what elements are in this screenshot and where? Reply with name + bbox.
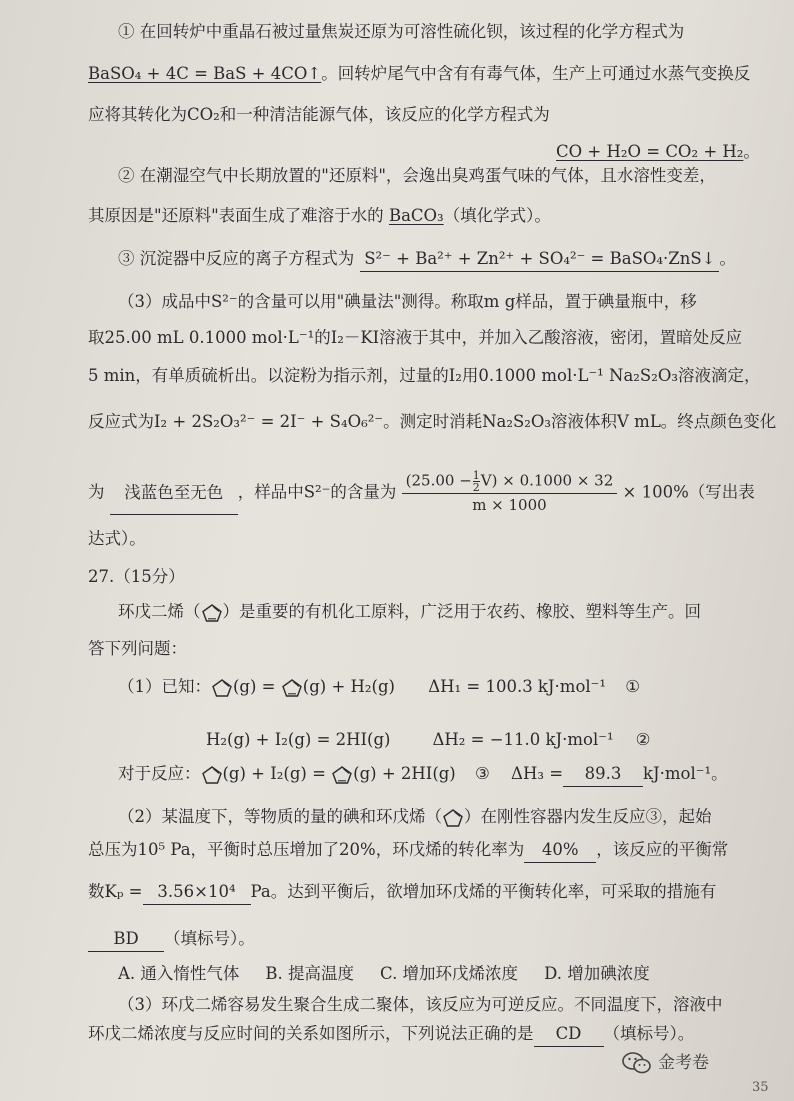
q2-2-line1: ② 在潮湿空气中长期放置的"还原料"，会逸出臭鸡蛋气味的气体，且水溶性变差，	[118, 166, 716, 185]
q27-2-line3: 数Kₚ = 3.56×10⁴ Pa。达到平衡后，欲增加环戊烯的平衡转化率，可采取的措施有	[88, 880, 716, 905]
answer-equation-2: CO + H₂O = CO₂ + H₂	[556, 142, 744, 161]
answer-equation-1: BaSO₄ + 4C = BaS + 4CO↑	[88, 64, 322, 83]
answer-kp: 3.56×10⁴	[143, 880, 251, 905]
watermark: 金考卷	[622, 1048, 709, 1075]
reaction-3: 对于反应： (g) + I₂(g) = (g) + 2HI(g) ③ ΔH₃ = 89.3 kJ·mol⁻¹。	[118, 762, 728, 787]
q27-2-line1: （2）某温度下，等物质的量的碘和环戊烯（ ）在刚性容器内发生反应③，起始	[118, 807, 712, 826]
q27-header: 27.（15分）	[88, 567, 185, 586]
reaction-1: （1）已知： (g) = (g) + H₂(g) ΔH₁ = 100.3 kJ·mol⁻¹ ①	[118, 677, 641, 696]
q3-line6: 达式）。	[88, 529, 146, 548]
half-fraction: $\frac{1}{2}$	[472, 469, 480, 494]
cyclopentadiene-icon	[281, 678, 303, 698]
cyclopentadiene-icon	[201, 603, 223, 623]
answer-endpoint-color: 浅蓝色至无色	[110, 472, 238, 515]
cyclopentene-icon	[442, 808, 464, 828]
wechat-icon	[622, 1051, 652, 1075]
answer-measures: BD	[88, 927, 164, 952]
q3-line4: 反应式为I₂ + 2S₂O₃²⁻ = 2I⁻ + S₄O₆²⁻。测定时消耗Na₂S₂O₃溶液体积V mL。终点颜色变化	[88, 412, 777, 431]
answer-conversion: 40%	[524, 838, 596, 863]
cyclopentadiene-icon	[331, 765, 353, 785]
answer-dh3: 89.3	[563, 762, 643, 787]
q27-2-options: A. 通入惰性气体 B. 提高温度 C. 增加环戊烯浓度 D. 增加碘浓度	[118, 964, 650, 983]
answer-correct-options: CD	[534, 1022, 604, 1047]
q3-line3: 5 min，有单质硫析出。以淀粉为指示剂，过量的I₂用0.1000 mol·L⁻¹ Na₂S₂O₃溶液滴定，	[88, 366, 761, 385]
q27-3-line2: 环戊二烯浓度与反应时间的关系如图所示，下列说法正确的是 CD （填标号）。	[88, 1022, 694, 1047]
q2-1-line2: BaSO₄ + 4C = BaS + 4CO↑。回转炉尾气中含有有毒气体，生产上可通过水蒸气变换反	[88, 64, 751, 83]
q2-3-line1: ③ 沉淀器中反应的离子方程式为 S²⁻ + Ba²⁺ + Zn²⁺ + SO₄²⁻ = BaSO₄·ZnS↓ 。	[118, 247, 736, 272]
q27-2-line2: 总压为10⁵ Pa，平衡时总压增加了20%，环戊烯的转化率为 40% ，该反应的平衡常	[88, 838, 728, 863]
q27-intro2: 答下列问题：	[88, 639, 187, 658]
q2-1-line3: 应将其转化为CO₂和一种清洁能源气体，该反应的化学方程式为	[88, 105, 550, 124]
reaction-2: H₂(g) + I₂(g) = 2HI(g) ΔH₂ = −11.0 kJ·mol⁻¹ ②	[206, 730, 651, 749]
answer-ionic-equation: S²⁻ + Ba²⁺ + Zn²⁺ + SO₄²⁻ = BaSO₄·ZnS↓	[360, 247, 719, 272]
q2-2-line2: 其原因是"还原料"表面生成了难溶于水的 BaCO₃（填化学式）。	[88, 206, 551, 225]
q2-1-line1: ① 在回转炉中重晶石被过量焦炭还原为可溶性硫化钡，该过程的化学方程式为	[118, 22, 685, 41]
q27-2-line4: BD （填标号）。	[88, 927, 255, 952]
q27-3-line1: （3）环戊二烯容易发生聚合生成二聚体，该反应为可逆反应。不同温度下，溶液中	[118, 995, 723, 1014]
cyclopentene-icon	[211, 678, 233, 698]
cyclopentene-icon	[201, 765, 223, 785]
answer-baco3: BaCO₃	[388, 206, 444, 225]
q3-line5: 为 浅蓝色至无色 ，样品中S²⁻的含量为 (25.00 − $\frac{1}{2}$ V) × 0.1000 × 32 m × 1000 × 100%（写出表	[88, 469, 755, 514]
q3-line2: 取25.00 mL 0.1000 mol·L⁻¹的I₂－KI溶液于其中，并加入乙酸溶液，密闭，置暗处反应	[88, 328, 743, 347]
page-number: 35	[752, 1080, 769, 1095]
q3-line1: （3）成品中S²⁻的含量可以用"碘量法"测得。称取m g样品，置于碘量瓶中，移	[118, 292, 697, 311]
q27-intro1: 环戊二烯（ ）是重要的有机化工原料，广泛用于农药、橡胶、塑料等生产。回	[118, 602, 701, 621]
answer-fraction: (25.00 − $\frac{1}{2}$ V) × 0.1000 × 32 m × 1000	[402, 470, 618, 516]
q2-1-line4: CO + H₂O = CO₂ + H₂。	[556, 142, 760, 161]
